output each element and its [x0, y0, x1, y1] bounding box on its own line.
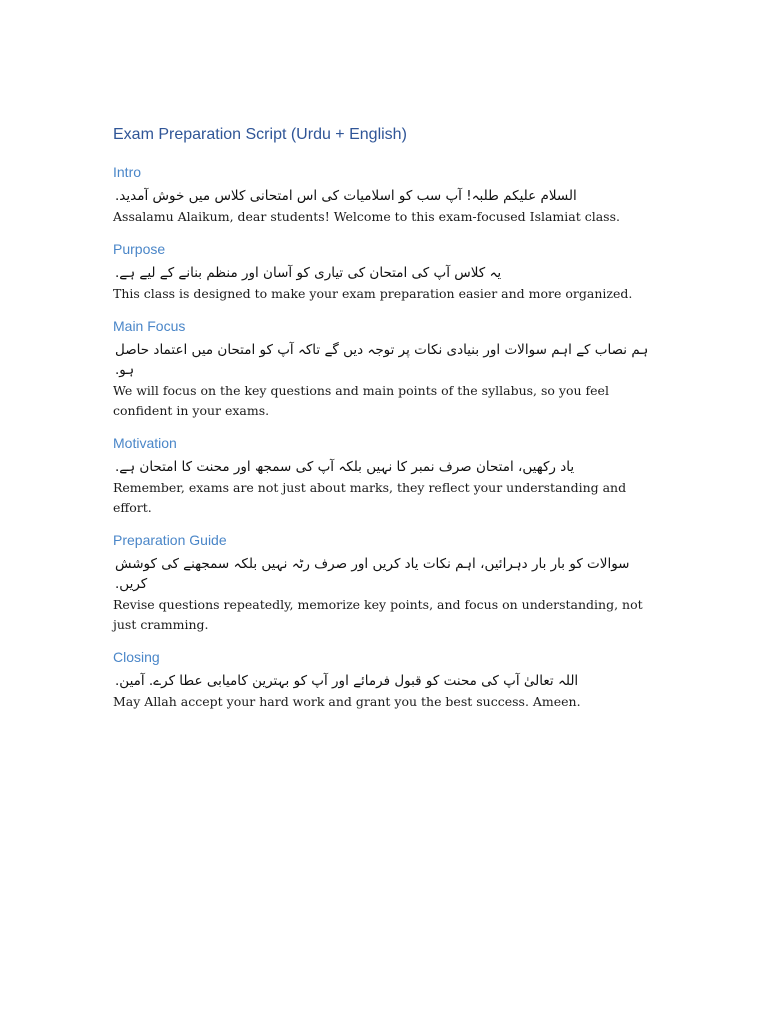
section-preparation-guide	[113, 530, 658, 635]
urdu-text: اللہ تعالیٰ آپ کی محنت کو قبول فرمائے اور آپ کو بہترین کامیابی عطا کرے. آمین.	[115, 673, 579, 689]
section-heading: Motivation	[113, 435, 177, 451]
section-heading: Main Focus	[113, 318, 186, 334]
urdu-text: السلام علیکم طلبہ! آپ سب کو اسلامیات کی اس امتحانی کلاس میں خوش آمدید.	[115, 188, 577, 204]
english-text: This class is designed to make your exam preparation easier and more organized.	[113, 286, 633, 301]
section-heading: Intro	[113, 164, 142, 180]
section-heading: Preparation Guide	[113, 532, 227, 548]
english-text: We will focus on the key questions and main points of the syllabus, so you feel confident in your exams.	[113, 383, 609, 418]
urdu-text: یاد رکھیں، امتحان صرف نمبر کا نہیں بلکہ آپ کی سمجھ اور محنت کا امتحان ہے.	[115, 459, 575, 475]
english-text: May Allah accept your hard work and grant you the best success. Ameen.	[113, 694, 581, 709]
section-purpose	[113, 239, 658, 304]
section-heading: Closing	[113, 649, 160, 665]
english-text: Revise questions repeatedly, memorize key points, and focus on understanding, not just cramming.	[113, 597, 643, 632]
document-body	[113, 124, 658, 724]
section-heading: Purpose	[113, 241, 166, 257]
english-text: Remember, exams are not just about marks, they reflect your understanding and effort.	[113, 480, 627, 515]
section-motivation	[113, 433, 658, 518]
section-closing	[113, 647, 658, 712]
english-text: Assalamu Alaikum, dear students! Welcome to this exam-focused Islamiat class.	[113, 209, 620, 224]
section-intro	[113, 162, 658, 227]
urdu-text: سوالات کو بار بار دہرائیں، اہم نکات یاد کریں اور صرف رٹہ نہیں بلکہ سمجھنے کی کوشش کریں.	[115, 556, 630, 592]
urdu-text: یہ کلاس آپ کی امتحان کی تیاری کو آسان اور منظم بنانے کے لیے ہے.	[115, 265, 502, 281]
urdu-text: ہم نصاب کے اہم سوالات اور بنیادی نکات پر توجہ دیں گے تاکہ آپ کو امتحان میں اعتماد حاصل ہو.	[115, 342, 649, 378]
section-main-focus	[113, 316, 658, 421]
document-title: Exam Preparation Script (Urdu + English)	[113, 126, 407, 143]
